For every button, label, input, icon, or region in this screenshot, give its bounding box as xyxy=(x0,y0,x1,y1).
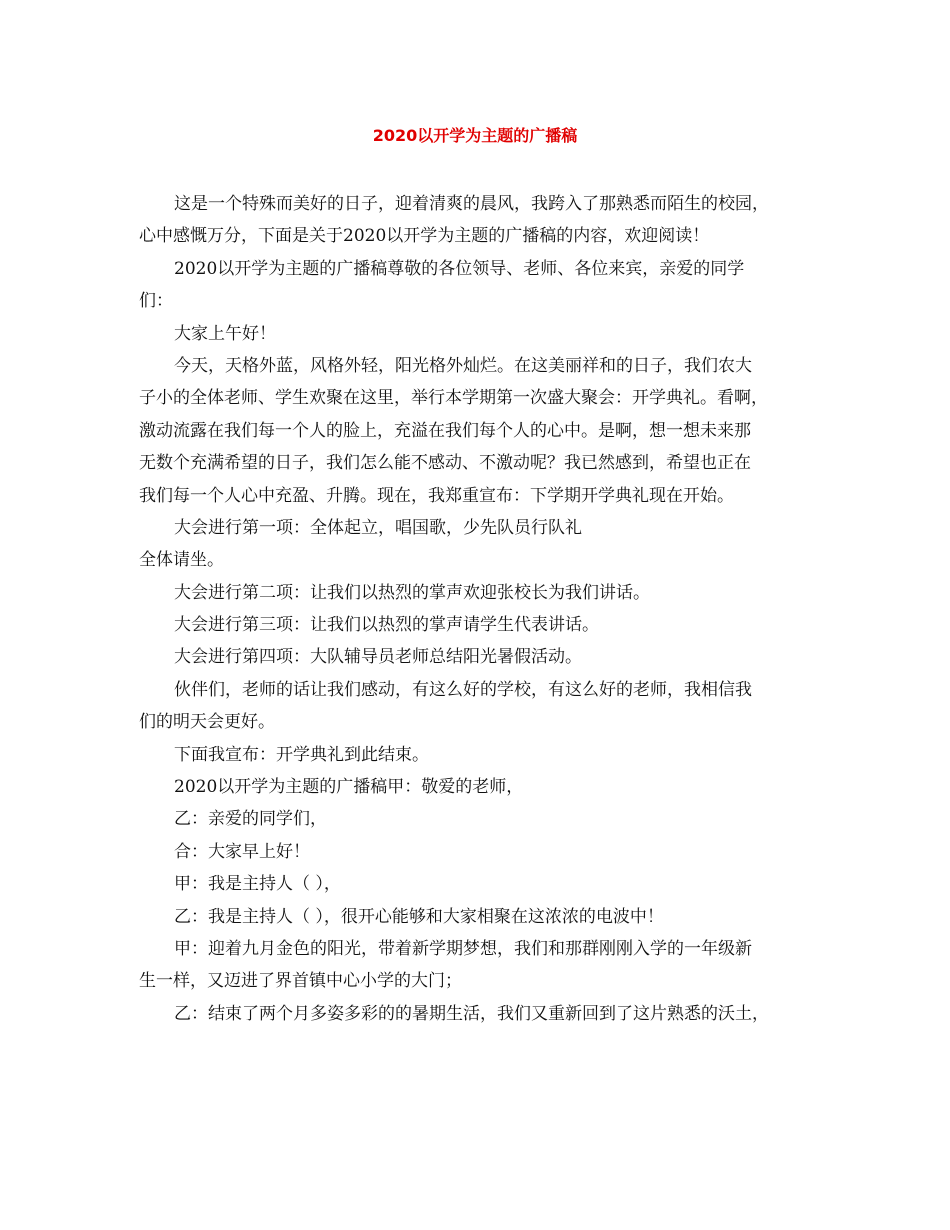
text-line: 乙：我是主持人（ ），很开心能够和大家相聚在这浓浓的电波中！ xyxy=(174,906,664,927)
text-line: 们的明天会更好。 xyxy=(139,712,275,733)
text-line: 这是一个特殊而美好的日子，迎着清爽的晨风，我跨入了那熟悉而陌生的校园， xyxy=(174,194,769,214)
document-title: 2020以开学为主题的广播稿 xyxy=(372,126,578,145)
text-line: 大会进行第四项：大队辅导员老师总结阳光暑假活动。 xyxy=(174,647,582,668)
text-line: 生一样，又迈进了界首镇中心小学的大门； xyxy=(139,971,462,992)
text-line: 大会进行第二项：让我们以热烈的掌声欢迎张校长为我们讲话。 xyxy=(174,582,650,603)
text-line: 激动流露在我们每一个人的脸上，充溢在我们每个人的心中。是啊，想一想未来那 xyxy=(139,420,751,441)
text-line: 下面我宣布：开学典礼到此结束。 xyxy=(174,744,429,765)
text-line: 2020以开学为主题的广播稿甲：敬爱的老师， xyxy=(174,777,524,798)
text-line: 我们每一个人心中充盈、升腾。现在，我郑重宣布：下学期开学典礼现在开始。 xyxy=(139,485,734,506)
text-line: 大会进行第三项：让我们以热烈的掌声请学生代表讲话。 xyxy=(174,615,599,636)
text-line: 2020以开学为主题的广播稿尊敬的各位领导、老师、各位来宾，亲爱的同学 xyxy=(174,258,745,279)
text-line: 心中感慨万分，下面是关于2020以开学为主题的广播稿的内容，欢迎阅读！ xyxy=(139,226,710,247)
text-line: 乙：亲爱的同学们， xyxy=(174,809,327,830)
text-line: 今天，天格外蓝，风格外轻，阳光格外灿烂。在这美丽祥和的日子，我们农大 xyxy=(174,355,752,376)
text-line: 大会进行第一项：全体起立，唱国歌，少先队员行队礼 xyxy=(174,517,582,538)
document-body xyxy=(139,188,822,1030)
text-line: 大家上午好！ xyxy=(174,323,276,344)
text-line: 子小的全体老师、学生欢聚在这里，举行本学期第一次盛大聚会：开学典礼。看啊， xyxy=(139,388,768,409)
text-line: 甲：我是主持人（ ）， xyxy=(174,874,341,895)
text-line: 无数个充满希望的日子，我们怎么能不感动、不激动呢？我已然感到，希望也正在 xyxy=(139,453,751,474)
text-line: 全体请坐。 xyxy=(139,550,224,571)
text-line: 们： xyxy=(139,291,173,312)
text-line: 甲：迎着九月金色的阳光，带着新学期梦想，我们和那群刚刚入学的一年级新 xyxy=(174,938,752,959)
text-line: 乙：结束了两个月多姿多彩的的暑期生活，我们又重新回到了这片熟悉的沃土， xyxy=(174,1003,769,1024)
text-line: 合：大家早上好！ xyxy=(174,841,310,862)
text-line: 伙伴们，老师的话让我们感动，有这么好的学校，有这么好的老师，我相信我 xyxy=(174,679,752,700)
